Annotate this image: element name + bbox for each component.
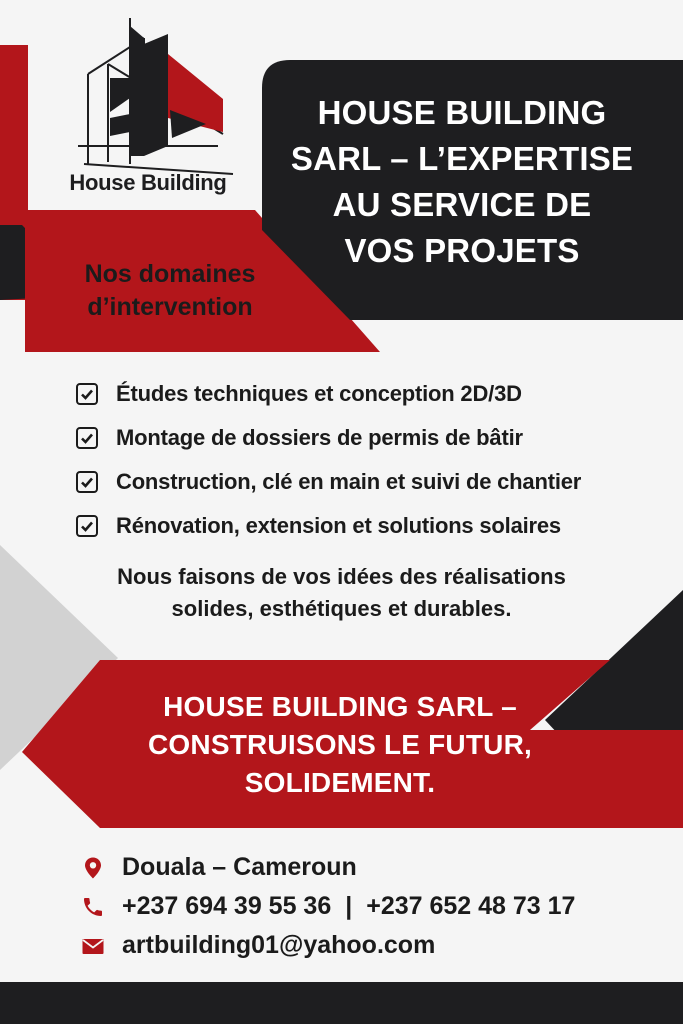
phone-number[interactable]: +237 694 39 55 36 xyxy=(122,892,332,920)
header-title xyxy=(262,90,662,274)
domains-title xyxy=(40,258,300,324)
envelope-icon xyxy=(80,933,106,959)
check-icon xyxy=(76,471,98,493)
list-item xyxy=(76,460,676,504)
service-label: Construction, clé en main et suivi de chantier xyxy=(116,469,582,494)
domains-title-line: d’intervention xyxy=(87,293,253,321)
slogan-line: CONSTRUISONS LE FUTUR, xyxy=(148,729,532,760)
check-icon xyxy=(76,427,98,449)
slogan-line: SOLIDEMENT. xyxy=(244,767,436,798)
footer-dark-bar xyxy=(0,982,683,1024)
tagline-line: Nous faisons de vos idées des réalisations xyxy=(117,564,566,589)
slogan-line: HOUSE BUILDING SARL – xyxy=(163,691,517,722)
service-label: Montage de dossiers de permis de bâtir xyxy=(116,425,523,450)
contact-location xyxy=(80,848,670,887)
tagline-line: solides, esthétiques et durables. xyxy=(171,596,512,621)
phone-separator: | xyxy=(345,892,353,920)
contact-block xyxy=(80,848,670,965)
service-label: Études techniques et conception 2D/3D xyxy=(116,381,522,406)
phone-icon xyxy=(80,894,106,920)
phone-number[interactable]: +237 652 48 73 17 xyxy=(366,892,576,920)
slogan xyxy=(60,688,620,802)
check-icon xyxy=(76,515,98,537)
email-link[interactable]: artbuilding01@yahoo.com xyxy=(122,931,436,959)
header-title-line: HOUSE BUILDING xyxy=(317,94,607,131)
header-title-line: AU SERVICE DE xyxy=(332,186,592,223)
check-icon xyxy=(76,383,98,405)
service-label: Rénovation, extension et solutions solaires xyxy=(116,513,561,538)
location-text: Douala – Cameroun xyxy=(122,853,357,881)
header-title-line: VOS PROJETS xyxy=(344,232,580,269)
list-item xyxy=(76,504,676,548)
list-item xyxy=(76,416,676,460)
contact-phones xyxy=(80,887,670,926)
domains-title-line: Nos domaines xyxy=(84,260,256,288)
location-pin-icon xyxy=(80,855,106,881)
tagline xyxy=(40,561,643,625)
logo-text: House Building xyxy=(69,170,227,195)
services-list xyxy=(76,372,676,548)
contact-email xyxy=(80,926,670,965)
list-item xyxy=(76,372,676,416)
header-title-line: SARL – L’EXPERTISE xyxy=(290,140,634,177)
